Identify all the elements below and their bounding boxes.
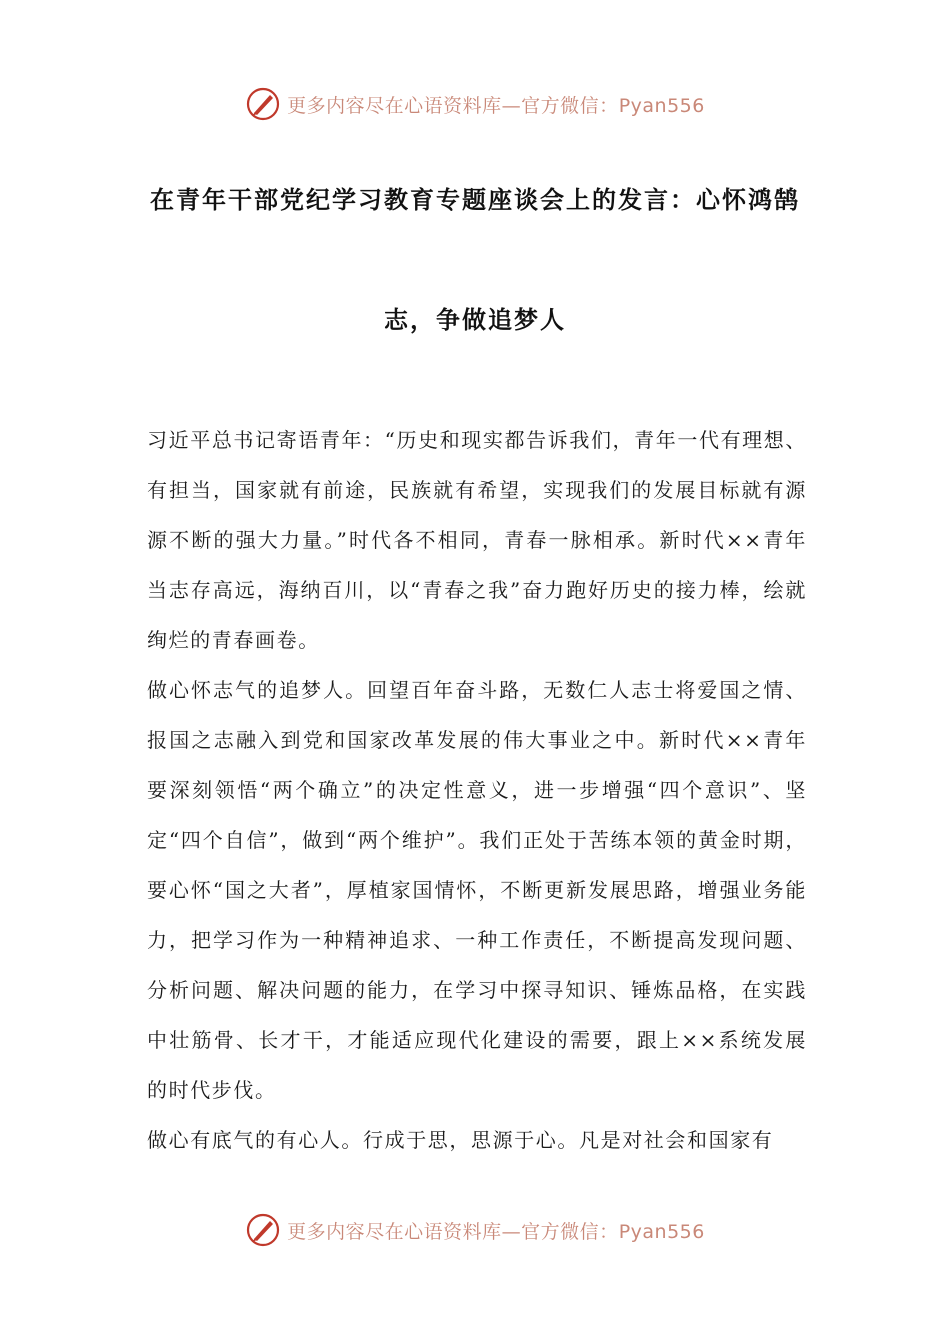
quill-pen-logo-icon (245, 1212, 281, 1248)
body-paragraph: 做心怀志气的追梦人。回望百年奋斗路，无数仁人志士将爱国之情、报国之志融入到党和国家改革发展的伟大事业之中。新时代××青年要深刻领悟“两个确立”的决定性意义，进一步增强“四个意识”、坚定“四个自信”，做到“两个维护”。我们正处于苦练本领的黄金时期，要心怀“国之大者”，厚植家国情怀，不断更新发展思路，增强业务能力，把学习作为一种精神追求、一种工作责任，不断提高发现问题、分析问题、解决问题的能力，在学习中探寻知识、锤炼品格，在实践中壮筋骨、长才干，才能适应现代化建设的需要，跟上××系统发展的时代步伐。 (147, 678, 807, 1102)
quill-pen-logo-icon (245, 86, 281, 122)
banner-wechat-id: Pyan556 (618, 1220, 705, 1243)
banner-wechat-label: 官方微信： (521, 1220, 619, 1243)
banner-brand-text: 更多内容尽在心语资料库 (287, 1220, 502, 1243)
body-paragraph: 习近平总书记寄语青年：“历史和现实都告诉我们，青年一代有理想、有担当，国家就有前途，民族就有希望，实现我们的发展目标就有源源不断的强大力量。”时代各不相同，青春一脉相承。新时代××青年当志存高远，海纳百川，以“青春之我”奋力跑好历史的接力棒，绘就绚烂的青春画卷。 (147, 428, 807, 652)
document-body (147, 415, 807, 1165)
header-banner (0, 84, 950, 124)
banner-separator: — (501, 94, 522, 117)
banner-wechat-label: 官方微信： (521, 94, 619, 117)
banner-wechat-id: Pyan556 (618, 94, 705, 117)
banner-separator: — (501, 1220, 522, 1243)
footer-banner (0, 1210, 950, 1250)
banner-brand-text: 更多内容尽在心语资料库 (287, 94, 502, 117)
document-title-line-1: 在青年干部党纪学习教育专题座谈会上的发言：心怀鸿鹄 (150, 186, 800, 214)
document-title-line-2: 志，争做追梦人 (384, 306, 566, 334)
body-paragraph: 做心有底气的有心人。行成于思，思源于心。凡是对社会和国家有 (147, 1128, 774, 1152)
banner-text (287, 1217, 705, 1244)
banner-text (287, 91, 705, 118)
